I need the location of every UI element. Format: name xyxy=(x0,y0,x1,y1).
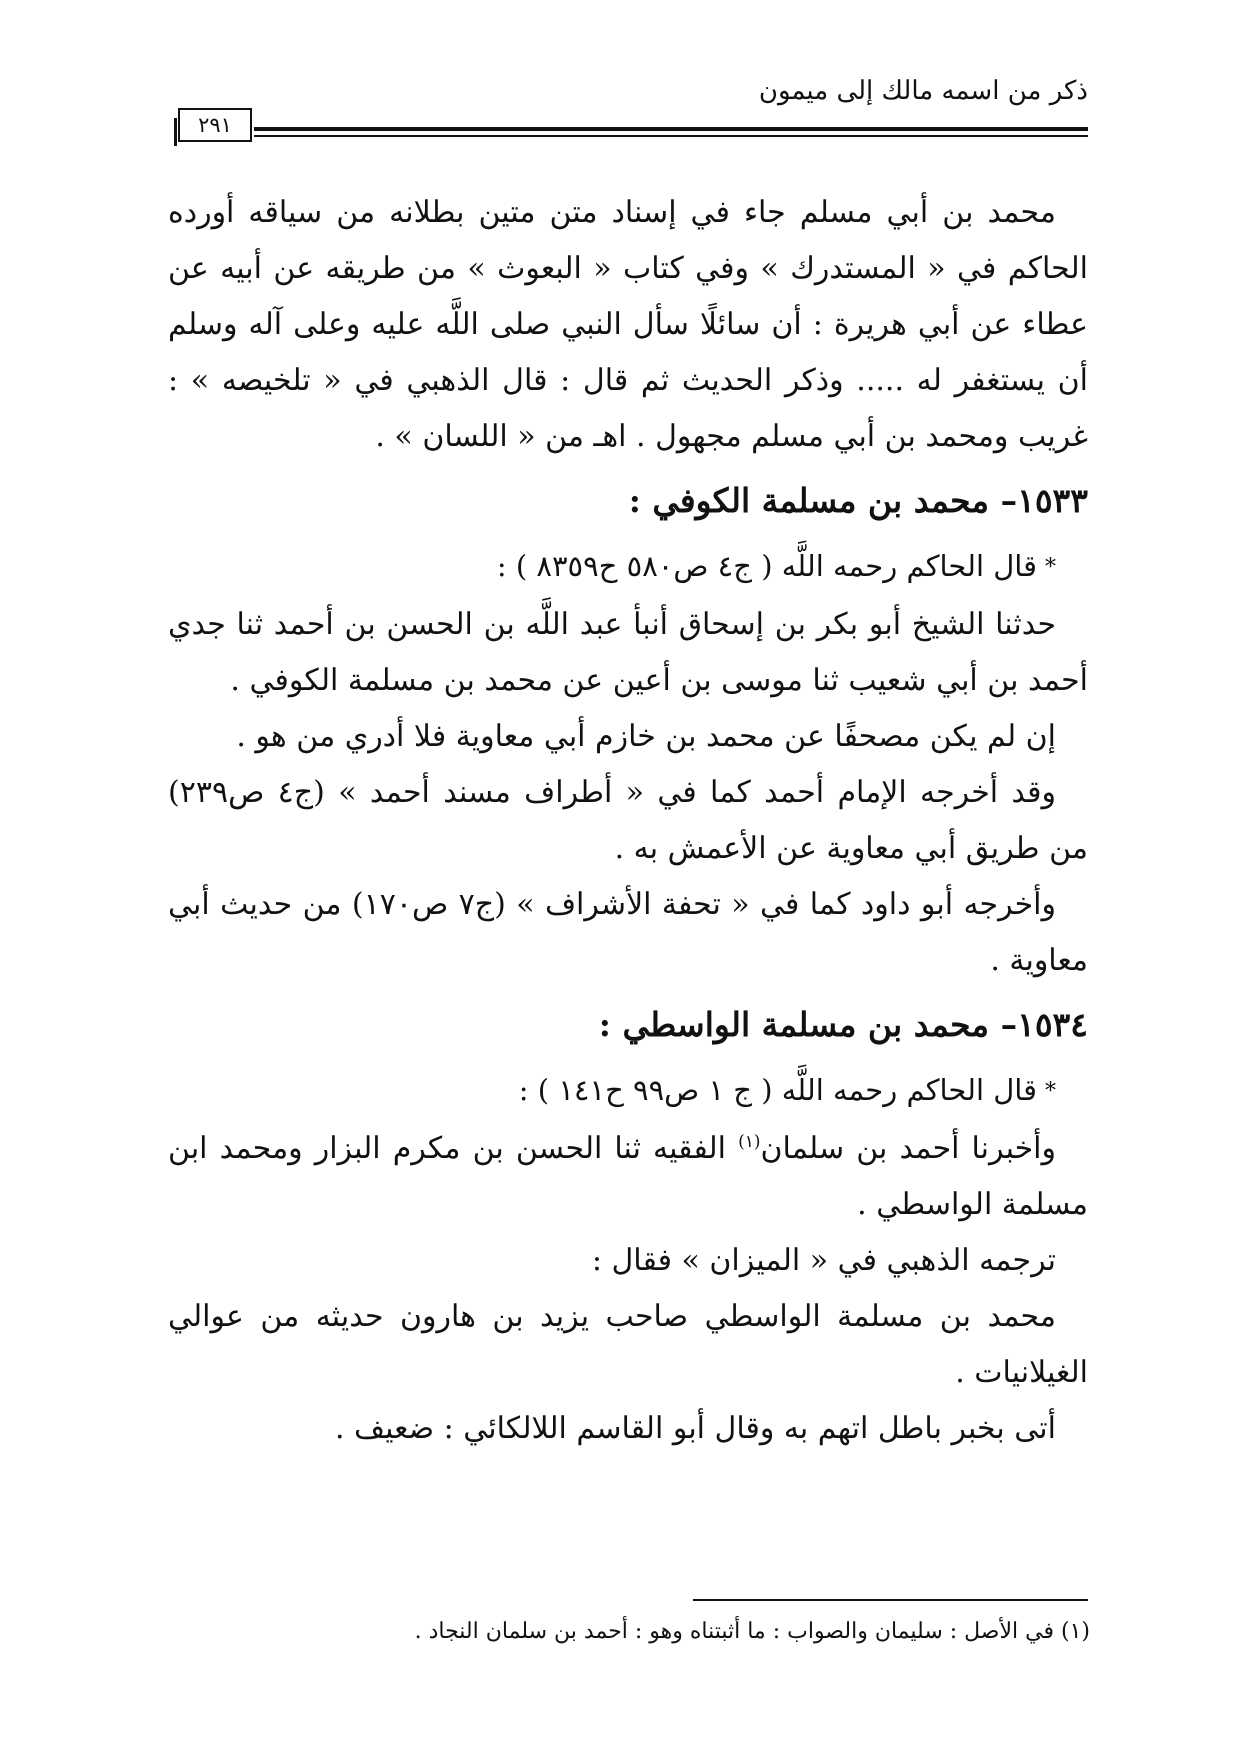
page-header xyxy=(168,72,1088,142)
paragraph-ahmad-1533: وقد أخرجه الإمام أحمد كما في « أطراف مسند أحمد » (ج٤ ص٢٣٩) من طريق أبي معاوية عن الأعمش به . xyxy=(168,775,1088,866)
paragraph-isnad-1533: حدثنا الشيخ أبو بكر بن إسحاق أنبأ عبد اللَّه بن الحسن بن أحمد ثنا جدي أحمد بن أبي شعيب ثنا موسى بن أعين عن محمد بن مسلمة الكوفي . xyxy=(168,607,1088,698)
paragraph-comment-1533: إن لم يكن مصحفًا عن محمد بن خازم أبي معاوية فلا أدري من هو . xyxy=(236,719,1056,754)
source-line-1534 xyxy=(168,1061,1088,1121)
isnad-part-a: وأخبرنا أحمد بن سلمان xyxy=(760,1131,1057,1166)
page-number: ٢٩١ xyxy=(178,108,252,142)
footnote: (١) في الأصل : سليمان والصواب : ما أثبتناه وهو : أحمد بن سلمان النجاد . xyxy=(414,1619,1090,1644)
header-rule-thin xyxy=(254,135,1088,137)
asterisk-icon: * xyxy=(1045,1079,1056,1104)
footnote-separator xyxy=(693,1599,1088,1601)
source-line-1533 xyxy=(168,537,1088,597)
paragraph-mizan-intro: ترجمه الذهبي في « الميزان » فقال : xyxy=(591,1243,1056,1278)
asterisk-icon: * xyxy=(1045,555,1056,580)
source-citation: قال الحاكم رحمه اللَّه ( ج ١ ص٩٩ ح١٤١ ) : xyxy=(518,1073,1037,1107)
source-citation: قال الحاكم رحمه اللَّه ( ج٤ ص٥٨٠ ح٨٣٥٩ ) : xyxy=(496,549,1037,583)
entry-heading-1533: ١٥٣٣– محمد بن مسلمة الكوفي : xyxy=(628,481,1088,520)
running-title: ذكر من اسمه مالك إلى ميمون xyxy=(758,76,1088,106)
paragraph-isnad-1534 xyxy=(168,1121,1088,1233)
paragraph-mizan-text: محمد بن مسلمة الواسطي صاحب يزيد بن هارون حديثه من عوالي الغيلانيات . xyxy=(168,1299,1088,1390)
isnad-part-b: الفقيه ثنا الحسن بن مكرم البزار ومحمد ابن مسلمة الواسطي . xyxy=(168,1131,1088,1222)
entry-heading-1534: ١٥٣٤– محمد بن مسلمة الواسطي : xyxy=(598,1005,1088,1044)
paragraph-abudawud-1533: وأخرجه أبو داود كما في « تحفة الأشراف » (ج٧ ص١٧٠) من حديث أبي معاوية . xyxy=(168,887,1088,978)
paragraph-mizan-verdict: أتى بخبر باطل اتهم به وقال أبو القاسم اللالكائي : ضعيف . xyxy=(334,1411,1056,1446)
header-rule-thick xyxy=(254,127,1088,131)
footnote-reference[interactable]: (١) xyxy=(738,1132,761,1152)
paragraph-intro: محمد بن أبي مسلم جاء في إسناد متن متين بطلانه من سياقه أورده الحاكم في « المستدرك » وفي كتاب « البعوث » من طريقه عن أبيه عن عطاء عن أبي هريرة : أن سائلًا سأل النبي صلى اللَّه عليه وعلى آله وسلم أن يستغفر له ..... وذكر الحديث ثم قال : قال الذهبي في « تلخيصه » : غريب ومحمد بن أبي مسلم مجهول . اهـ من « اللسان » . xyxy=(168,195,1088,454)
page-body xyxy=(168,185,1088,1457)
